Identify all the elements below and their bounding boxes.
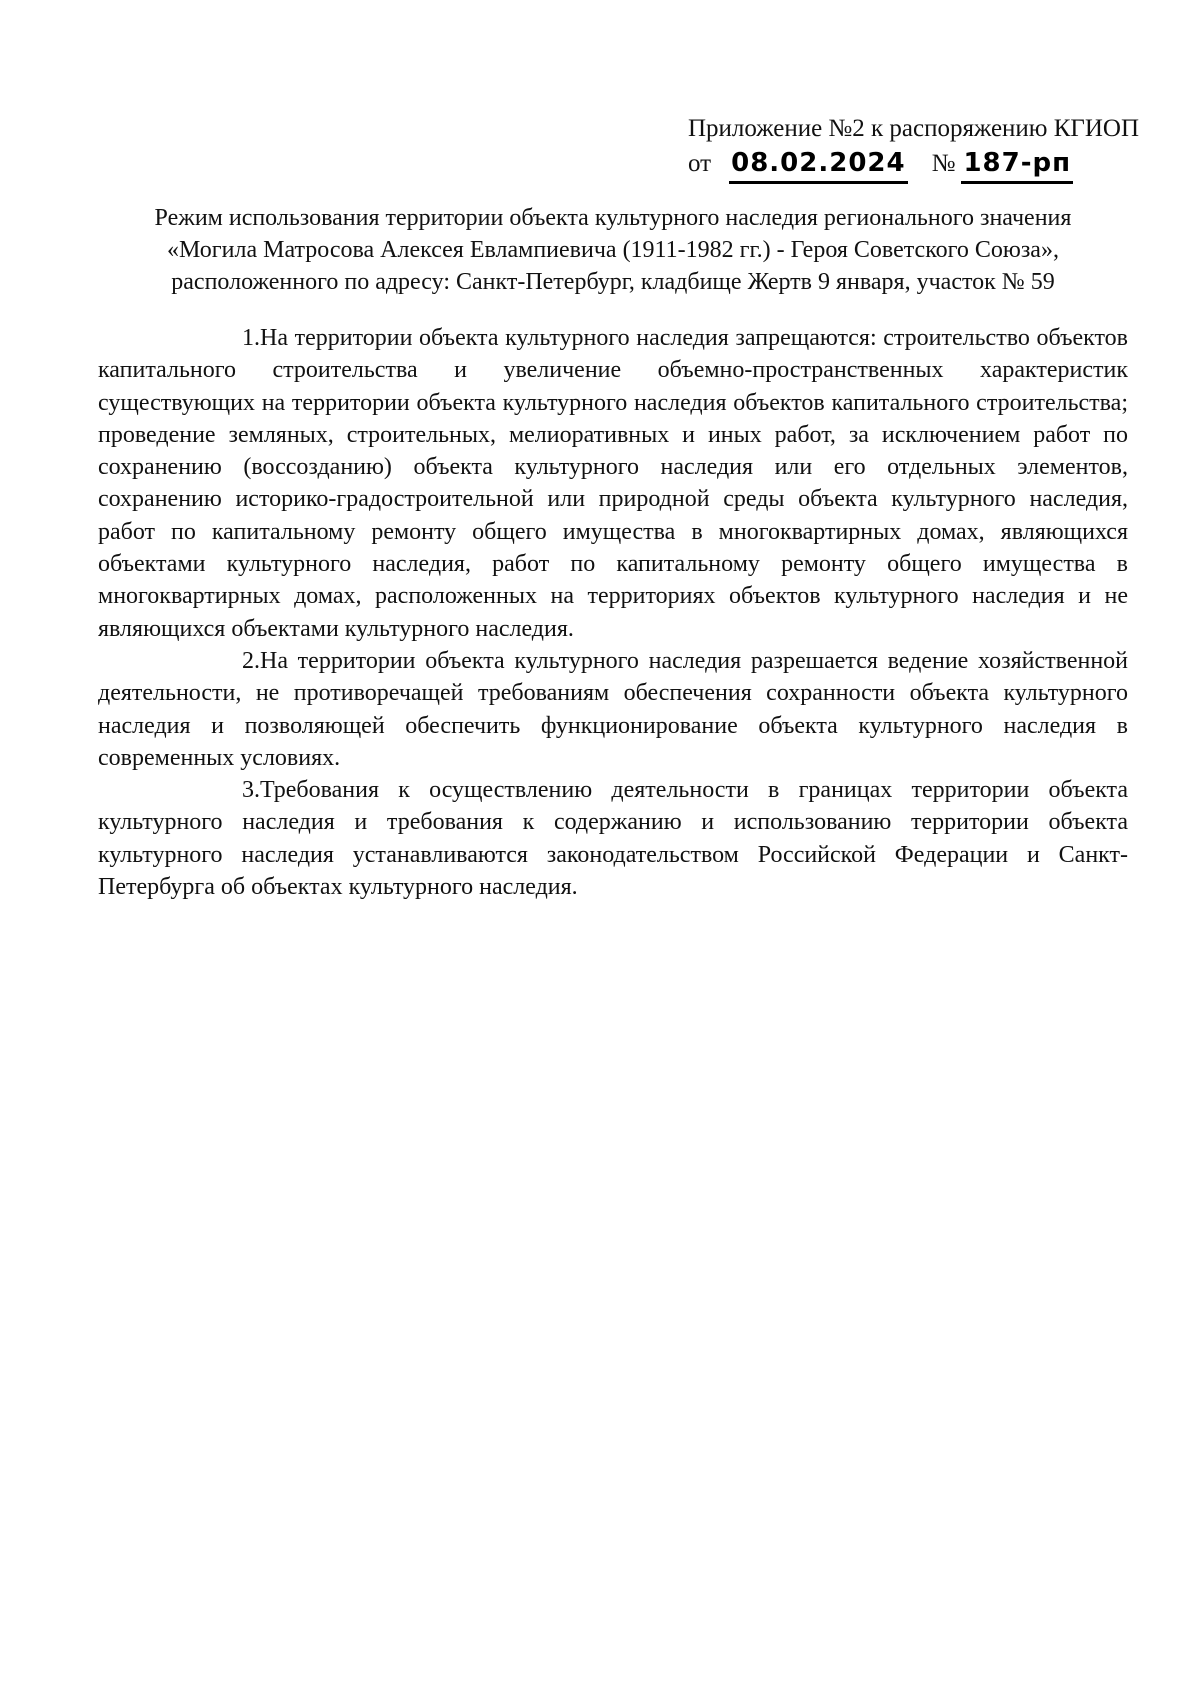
paragraph-text: На территории объекта культурного наследия разрешается ведение хозяйственной деятельности, не противоречащей требованиям обеспечения сохранности объекта культурного наследия и позволяющей обеспечить функционирование объекта культурного наследия в современных условиях. [98,647,1128,771]
paragraph-text: Требования к осуществлению деятельности в границах территории объекта культурного наследия и требования к содержанию и использованию территории объекта культурного наследия устанавливаются законодательством Российской Федерации и Санкт-Петербурга об объектах культурного наследия. [98,777,1128,901]
paragraph-text: На территории объекта культурного наследия запрещаются: строительство объектов капитального строительства и увеличение объемно-пространственных характеристик существующих на территории объекта культурного наследия объектов капитального строительства; проведение земляных, строительных, мелиоративных и иных работ, за исключением работ по сохранению (воссозданию) объекта культурного наследия или его отдельных элементов, сохранению историко-градостроительной или природной среды объекта культурного наследия, работ по капитальному ремонту общего имущества в многоквартирных домах, являющихся объектами культурного наследия, работ по капитальному ремонту общего имущества в многоквартирных домах, расположенных на территориях объектов культурного наследия и не являющихся объектами культурного наследия. [98,325,1128,642]
document-title [98,202,1128,298]
from-label: от [688,150,712,177]
appendix-header [688,112,1148,181]
appendix-date-number [688,146,1148,181]
title-line: расположенного по адресу: Санкт-Петербург, кладбище Жертв 9 января, участок № 59 [171,269,1055,295]
title-line: Режим использования территории объекта культурного наследия регионального значения [154,205,1072,231]
handwritten-date: 08.02.2024 [731,148,906,178]
paragraph-number: 2. [242,647,260,674]
paragraph-2 [98,645,1128,774]
appendix-title: Приложение №2 к распоряжению КГИОП [688,115,1140,142]
paragraph-3 [98,774,1128,903]
handwritten-number: 187-рп [963,148,1072,178]
title-line: «Могила Матросова Алексея Евлампиевича (1911-1982 гг.) - Героя Советского Союза», [167,237,1059,263]
paragraph-number: 3. [242,777,260,804]
paragraph-1 [98,322,1128,645]
number-label: № [931,150,956,177]
paragraph-number: 1. [242,325,260,351]
document-body [98,322,1128,903]
